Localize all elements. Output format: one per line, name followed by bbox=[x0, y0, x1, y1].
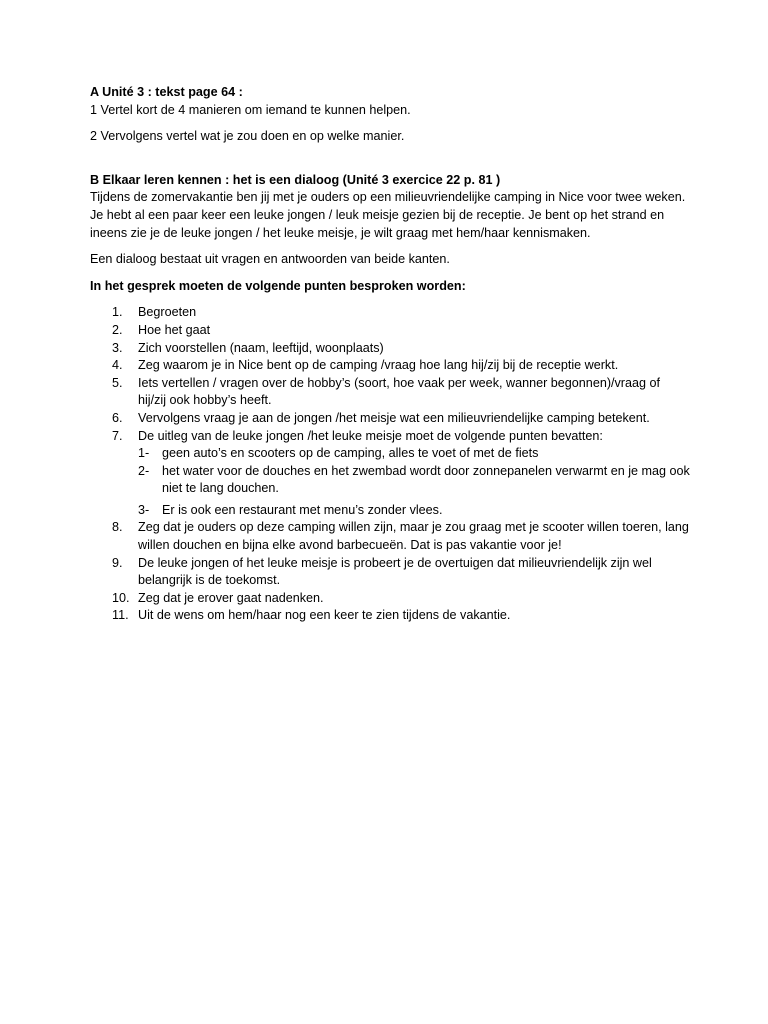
list-item bbox=[90, 428, 690, 520]
sub-list-item bbox=[138, 445, 690, 463]
list-item bbox=[90, 590, 690, 608]
sub-list-item-text: geen auto’s en scooters op de camping, alles te voet of met de fiets bbox=[162, 446, 539, 461]
document-page bbox=[90, 84, 690, 625]
list-item bbox=[90, 410, 690, 428]
section-a-heading: A Unité 3 : tekst page 64 : bbox=[90, 85, 243, 99]
sub-list-item bbox=[138, 502, 690, 520]
sub-list-item-number: 3- bbox=[138, 502, 150, 517]
list-item-text: De leuke jongen of het leuke meisje is probeert je de overtuigen dat milieuvriendelijk zijn wel belangrijk is de toekomst. bbox=[138, 555, 652, 588]
list-item bbox=[90, 607, 690, 625]
list-item-text: De uitleg van de leuke jongen /het leuke meisje moet de volgende punten bevatten: bbox=[138, 428, 603, 443]
list-item-number: 4. bbox=[112, 358, 123, 373]
list-item-number: 5. bbox=[112, 375, 123, 390]
points-list bbox=[90, 304, 690, 625]
dialog-note: Een dialoog bestaat uit vragen en antwoorden van beide kanten. bbox=[90, 252, 450, 267]
list-item-text: Begroeten bbox=[138, 305, 197, 320]
list-item bbox=[90, 555, 690, 590]
list-item bbox=[90, 340, 690, 358]
list-item-text: Hoe het gaat bbox=[138, 322, 211, 337]
list-item-number: 10. bbox=[112, 590, 130, 605]
list-item-text: Iets vertellen / vragen over de hobby’s (soort, hoe vaak per week, wanner begonnen)/vraag of hij/zij ook hobby’s heeft. bbox=[138, 375, 661, 408]
list-item-number: 9. bbox=[112, 555, 123, 570]
list-item-text: Zich voorstellen (naam, leeftijd, woonplaats) bbox=[138, 340, 384, 355]
list-item-number: 6. bbox=[112, 410, 123, 425]
sub-list-item-number: 2- bbox=[138, 463, 150, 478]
list-item bbox=[90, 375, 690, 410]
list-item bbox=[90, 322, 690, 340]
section-b-intro: Tijdens de zomervakantie ben jij met je ouders op een milieuvriendelijke camping in Nice voor twee weken. Je hebt al een paar keer een leuke jongen / leuk meisje gezien bij de receptie. Je bent op het strand en ineens zie je de leuke jongen / het leuke meisje, je wilt graag met hem/haar kennismaken. bbox=[90, 190, 686, 240]
list-item bbox=[90, 519, 690, 554]
list-item-text: Zeg dat je ouders op deze camping willen zijn, maar je zou graag met je scooter willen toeren, lang willen douchen en bijna elke avond barbecueën. Dat is pas vakantie voor je! bbox=[138, 520, 689, 553]
list-item-text: Vervolgens vraag je aan de jongen /het meisje wat een milieuvriendelijke camping betekent. bbox=[138, 410, 650, 425]
list-item bbox=[90, 357, 690, 375]
list-item-number: 3. bbox=[112, 340, 123, 355]
list-item-number: 8. bbox=[112, 520, 123, 535]
sub-list-item-number: 1- bbox=[138, 446, 150, 461]
list-item-number: 1. bbox=[112, 305, 123, 320]
list-item-text: Zeg waarom je in Nice bent op de camping /vraag hoe lang hij/zij bij de receptie werkt. bbox=[138, 358, 619, 373]
list-item bbox=[90, 304, 690, 322]
section-a-question-1: 1 Vertel kort de 4 manieren om iemand te kunnen helpen. bbox=[90, 102, 411, 117]
section-a-question-2: 2 Vervolgens vertel wat je zou doen en op welke manier. bbox=[90, 129, 405, 144]
list-item-number: 11. bbox=[112, 608, 129, 623]
sub-points-list bbox=[138, 445, 690, 519]
list-item-number: 2. bbox=[112, 322, 123, 337]
section-b-heading: B Elkaar leren kennen : het is een dialoog (Unité 3 exercice 22 p. 81 ) bbox=[90, 172, 501, 187]
list-item-number: 7. bbox=[112, 428, 123, 443]
sub-list-item bbox=[138, 463, 690, 498]
points-heading: In het gesprek moeten de volgende punten besproken worden: bbox=[90, 278, 466, 293]
list-item-text: Uit de wens om hem/haar nog een keer te zien tijdens de vakantie. bbox=[138, 608, 511, 623]
list-item-text: Zeg dat je erover gaat nadenken. bbox=[138, 590, 324, 605]
sub-list-item-text: Er is ook een restaurant met menu’s zonder vlees. bbox=[162, 502, 443, 517]
sub-list-item-text: het water voor de douches en het zwembad wordt door zonnepanelen verwarmt en je mag ook niet te lang douchen. bbox=[162, 463, 690, 496]
